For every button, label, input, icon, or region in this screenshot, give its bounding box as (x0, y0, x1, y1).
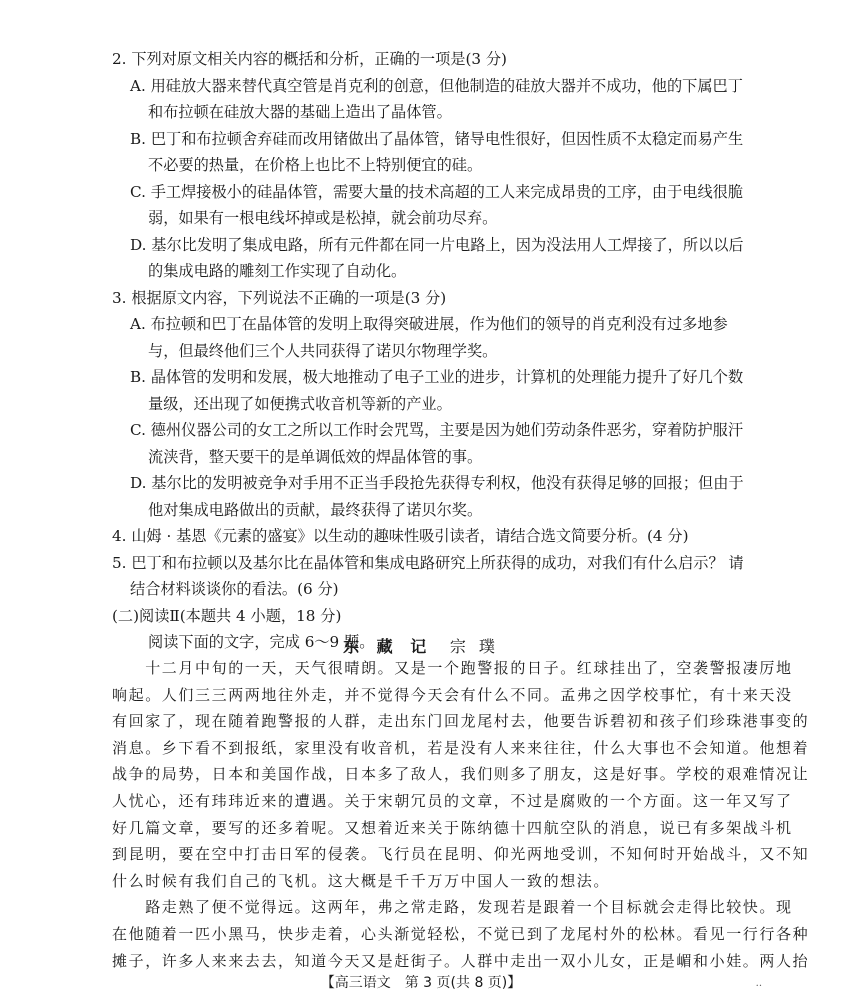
story-title-line (0, 634, 842, 657)
story-line: 响起。人们三三两两地往外走，并不觉得今天会有什么不同。孟弗之因学校事忙，有十来天没 (112, 685, 793, 704)
question-line: A. 布拉顿和巴丁在晶体管的发明上取得突破进展，作为他们的领导的肖克利没有过多地参 (130, 315, 728, 333)
question-line: 4. 山姆 · 基恩《元素的盛宴》以生动的趣味性吸引读者，请结合选文简要分析。(4 分) (112, 527, 689, 545)
story-line: 到昆明，要在空中打击日军的侵袭。飞行员在昆明、仰光两地受训，不知何时开始战斗，又不知 (112, 845, 810, 864)
question-line: 3. 根据原文内容，下列说法不正确的一项是(3 分) (112, 288, 447, 307)
question-line: D. 基尔比发明了集成电路，所有元件都在同一片电路上，因为没法用人工焊接了，所以以后 (130, 235, 744, 254)
story-line: 十二月中旬的一天，天气很晴朗。又是一个跑警报的日子。红球挂出了，空袭警报凄厉地 (112, 659, 793, 677)
story-line: 消息。乡下看不到报纸，家里没有收音机，若是没有人来来往往，什么大事也不会知道。他想着 (112, 738, 810, 757)
story-line: 有回家了，现在随着跑警报的人群，走出东门回龙尾村去，他要告诉碧初和孩子们珍珠港事变的 (112, 712, 810, 731)
question-line: 和布拉顿在硅放大器的基础上造出了晶体管。 (148, 103, 452, 121)
question-line: 弱，如果有一根电线坏掉或是松掉，就会前功尽弃。 (148, 209, 498, 227)
story-line: 人忧心，还有玮玮近来的遭遇。关于宋朝冗员的文章，不过是腐败的一个方面。这一年又写了 (112, 791, 793, 810)
question-line: 流浃背，整天要干的是单调低效的焊晶体管的事。 (148, 447, 483, 466)
story-line: 好几篇文章，要写的还多着呢。又想着近来关于陈纳德十四航空队的消息，说已有多架战斗机 (112, 818, 793, 837)
question-line: 阅读下面的文字，完成 6～9 题。 (148, 633, 375, 651)
question-line: 量级，还出现了如便携式收音机等新的产业。 (148, 394, 452, 413)
question-line: 结合材料谈谈你的看法。(6 分) (130, 580, 339, 598)
question-line: C. 手工焊接极小的硅晶体管，需要大量的技术高超的工人来完成昂贵的工序，由于电线很脆 (130, 182, 744, 201)
question-line: 的集成电路的雕刻工作实现了自动化。 (148, 262, 407, 280)
story-body (112, 655, 810, 974)
story-title: 东 藏 记 (343, 637, 433, 656)
question-line: 5. 巴丁和布拉顿以及基尔比在晶体管和集成电路研究上所获得的成功，对我们有什么启示？ 请 (112, 553, 744, 572)
story-line: 什么时候有我们自己的飞机。这大概是千千万万中国人一致的想法。 (112, 871, 611, 890)
question-line: 2. 下列对原文相关内容的概括和分析，正确的一项是(3 分) (112, 50, 507, 68)
story-line: 战争的局势，日本和美国作战，日本多了敌人，我们则多了朋友，这是好事。学校的艰难情况让 (112, 765, 810, 784)
questions-section (112, 46, 742, 656)
story-line: 摊子，许多人来来去去，知道今天又是赶街子。人群中走出一双小儿女，正是嵋和小娃。两人抬 (112, 951, 810, 970)
question-line: A. 用硅放大器来替代真空管是肖克利的创意，但他制造的硅放大器并不成功，他的下属巴丁 (130, 76, 743, 95)
story-line: 在他随着一匹小黑马，快步走着，心头渐觉轻松，不觉已到了龙尾村外的松林。看见一行行各种 (112, 924, 810, 943)
question-line: 不必要的热量，在价格上也比不上特别便宜的硅。 (148, 156, 483, 174)
question-line: D. 基尔比的发明被竞争对手用不正当手段抢先获得专利权，他没有获得足够的回报；但由于 (130, 474, 744, 492)
question-line: B. 晶体管的发明和发展，极大地推动了电子工业的进步，计算机的处理能力提升了好几个数 (130, 368, 744, 386)
corner-mark: .. (755, 978, 762, 989)
story-line: 路走熟了便不觉得远。这两年，弗之常走路，发现若是跟着一个目标就会走得比较快。现 (112, 898, 793, 917)
page-footer: 【高三语文 第 3 页(共 8 页)】 (320, 975, 522, 991)
question-line: C. 德州仪器公司的女工之所以工作时会咒骂，主要是因为她们劳动条件恶劣，穿着防护服汗 (130, 421, 744, 439)
question-line: B. 巴丁和布拉顿舍弃硅而改用锗做出了晶体管，锗导电性很好，但因性质不太稳定而易产生 (130, 129, 744, 148)
story-author: 宗 璞 (449, 637, 499, 656)
question-line: (二)阅读Ⅱ(本题共 4 小题，18 分) (112, 606, 342, 625)
question-line: 与，但最终他们三个人共同获得了诺贝尔物理学奖。 (148, 341, 498, 360)
question-line: 他对集成电路做出的贡献，最终获得了诺贝尔奖。 (148, 500, 483, 519)
